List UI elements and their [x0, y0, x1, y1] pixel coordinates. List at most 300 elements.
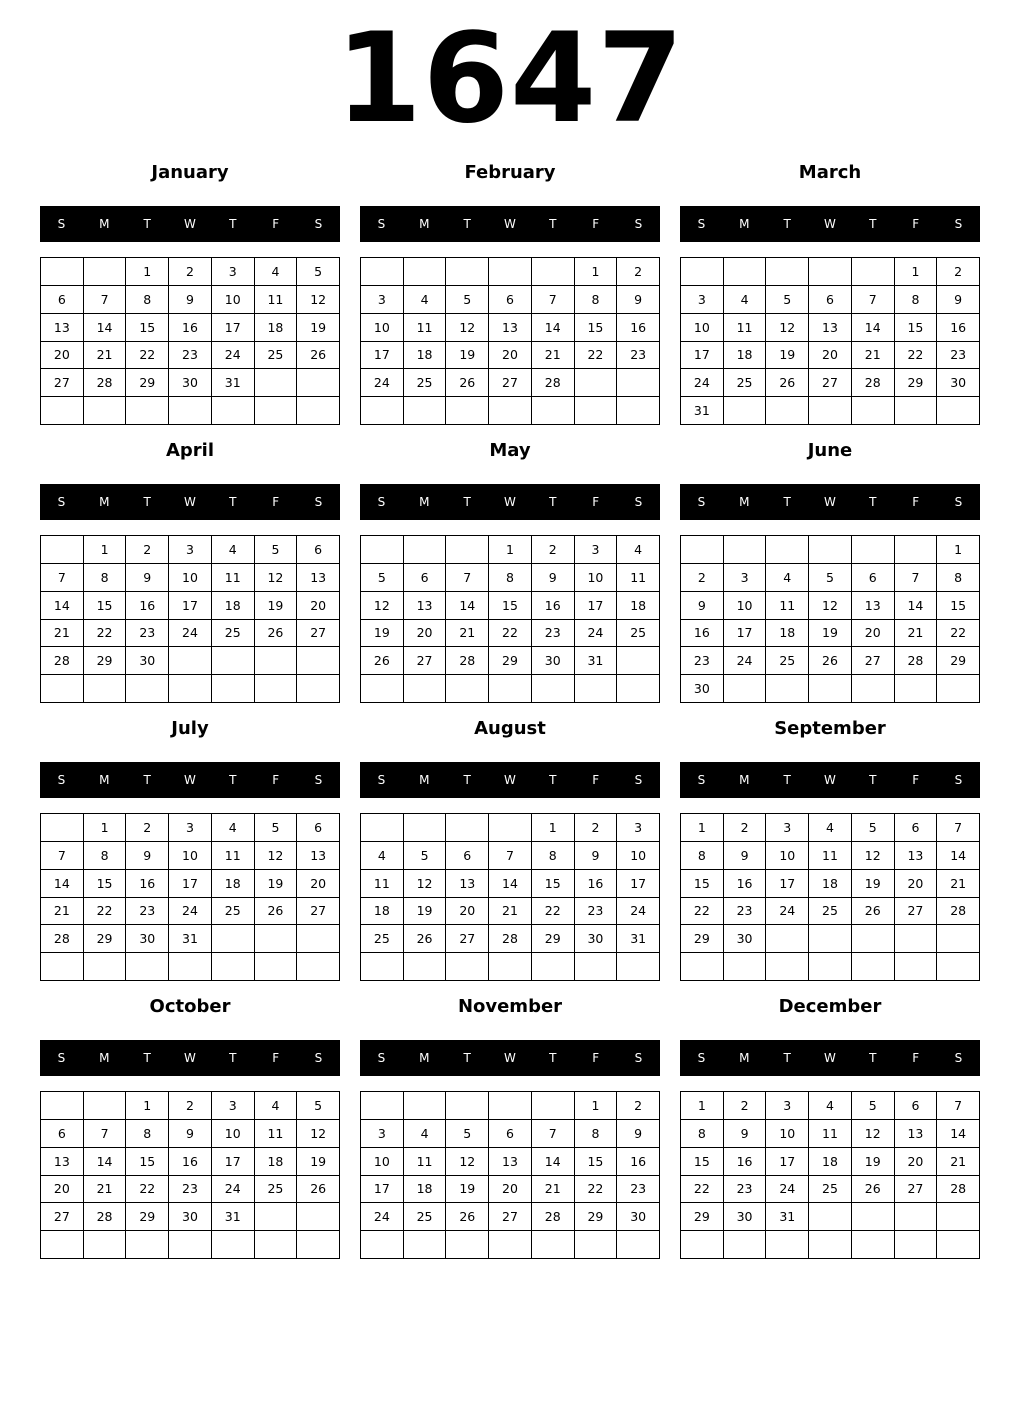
day-cell: 31: [617, 925, 660, 953]
day-cell: 24: [212, 342, 255, 370]
empty-day-cell: [809, 536, 852, 564]
empty-day-cell: [404, 1092, 447, 1120]
day-cell: 27: [446, 925, 489, 953]
day-cell: 18: [212, 592, 255, 620]
day-cell: 1: [575, 1092, 618, 1120]
day-cell: 26: [852, 898, 895, 926]
day-cell: 9: [126, 842, 169, 870]
day-cell: 3: [575, 536, 618, 564]
weekday-label: F: [592, 217, 600, 231]
empty-day-cell: [895, 953, 938, 981]
day-cell: 7: [84, 286, 127, 314]
empty-day-cell: [617, 953, 660, 981]
day-cell: 23: [724, 1176, 767, 1204]
day-cell: 12: [809, 592, 852, 620]
empty-day-cell: [297, 1203, 340, 1231]
empty-day-cell: [297, 675, 340, 703]
day-cell: 16: [575, 870, 618, 898]
day-cell: 18: [212, 870, 255, 898]
empty-day-cell: [937, 925, 980, 953]
day-cell: 13: [809, 314, 852, 342]
empty-day-cell: [575, 1231, 618, 1259]
day-cell: 9: [681, 592, 724, 620]
day-cell: 3: [212, 258, 255, 286]
day-cell: 11: [809, 842, 852, 870]
day-cell: 25: [212, 898, 255, 926]
weekday-label: W: [504, 217, 516, 231]
empty-day-cell: [489, 675, 532, 703]
day-cell: 27: [489, 1203, 532, 1231]
day-cell: 25: [212, 620, 255, 648]
day-cell: 24: [169, 620, 212, 648]
empty-day-cell: [297, 1231, 340, 1259]
weekday-label: W: [824, 1051, 836, 1065]
day-cell: 28: [489, 925, 532, 953]
weekday-label: T: [463, 1051, 471, 1065]
day-cell: 8: [681, 1120, 724, 1148]
day-cell: 13: [852, 592, 895, 620]
day-cell: 10: [617, 842, 660, 870]
empty-day-cell: [361, 953, 404, 981]
day-cell: 6: [404, 564, 447, 592]
day-cell: 7: [532, 286, 575, 314]
day-cell: 18: [255, 1148, 298, 1176]
day-cell: 23: [532, 620, 575, 648]
empty-day-cell: [212, 925, 255, 953]
day-cell: 2: [617, 258, 660, 286]
day-cell: 5: [809, 564, 852, 592]
empty-day-cell: [169, 647, 212, 675]
weekday-label: S: [634, 217, 643, 231]
day-cell: 29: [895, 369, 938, 397]
day-cell: 7: [937, 814, 980, 842]
day-cell: 6: [446, 842, 489, 870]
day-cell: 17: [169, 870, 212, 898]
weekday-label: T: [869, 217, 877, 231]
weekday-label: T: [143, 495, 151, 509]
day-cell: 4: [766, 564, 809, 592]
weekday-label: F: [592, 1051, 600, 1065]
day-cell: 11: [766, 592, 809, 620]
day-cell: 12: [297, 1120, 340, 1148]
weekday-label: S: [954, 1051, 963, 1065]
day-cell: 13: [404, 592, 447, 620]
empty-day-cell: [489, 1231, 532, 1259]
empty-day-cell: [169, 1231, 212, 1259]
day-cell: 20: [404, 620, 447, 648]
day-cell: 28: [937, 1176, 980, 1204]
month-name: February: [464, 162, 556, 183]
day-cell: 5: [446, 286, 489, 314]
day-cell: 5: [446, 1120, 489, 1148]
day-cell: 12: [852, 1120, 895, 1148]
empty-day-cell: [446, 397, 489, 425]
day-cell: 5: [255, 814, 298, 842]
empty-day-cell: [532, 953, 575, 981]
empty-day-cell: [169, 953, 212, 981]
weekday-label: T: [463, 495, 471, 509]
weekday-header: [680, 1040, 980, 1076]
day-cell: 16: [169, 1148, 212, 1176]
empty-day-cell: [617, 1231, 660, 1259]
empty-day-cell: [575, 369, 618, 397]
day-cell: 20: [446, 898, 489, 926]
day-cell: 14: [532, 1148, 575, 1176]
day-cell: 17: [681, 342, 724, 370]
day-cell: 10: [212, 1120, 255, 1148]
day-cell: 25: [255, 342, 298, 370]
day-cell: 20: [489, 342, 532, 370]
empty-day-cell: [809, 1203, 852, 1231]
day-cell: 12: [446, 314, 489, 342]
day-cell: 4: [212, 536, 255, 564]
weekday-label: S: [377, 217, 386, 231]
day-cell: 21: [532, 342, 575, 370]
day-grid: [40, 1091, 340, 1259]
empty-day-cell: [404, 397, 447, 425]
weekday-header: [40, 1040, 340, 1076]
day-cell: 21: [532, 1176, 575, 1204]
empty-day-cell: [852, 953, 895, 981]
day-cell: 8: [895, 286, 938, 314]
day-cell: 22: [575, 1176, 618, 1204]
day-cell: 29: [84, 647, 127, 675]
empty-day-cell: [255, 675, 298, 703]
day-cell: 11: [404, 1148, 447, 1176]
empty-day-cell: [724, 536, 767, 564]
weekday-label: T: [463, 217, 471, 231]
month-name: June: [807, 440, 853, 461]
weekday-label: M: [419, 773, 430, 787]
empty-day-cell: [41, 258, 84, 286]
empty-day-cell: [446, 953, 489, 981]
empty-day-cell: [766, 397, 809, 425]
empty-day-cell: [681, 1231, 724, 1259]
day-cell: 24: [681, 369, 724, 397]
day-cell: 14: [489, 870, 532, 898]
day-cell: 21: [84, 342, 127, 370]
empty-day-cell: [852, 1231, 895, 1259]
day-cell: 23: [169, 1176, 212, 1204]
day-cell: 9: [575, 842, 618, 870]
day-cell: 29: [681, 925, 724, 953]
day-cell: 6: [41, 1120, 84, 1148]
weekday-label: S: [314, 495, 323, 509]
day-cell: 20: [809, 342, 852, 370]
day-cell: 25: [361, 925, 404, 953]
day-cell: 9: [724, 1120, 767, 1148]
day-cell: 26: [297, 342, 340, 370]
day-cell: 26: [446, 1203, 489, 1231]
day-cell: 24: [361, 1203, 404, 1231]
empty-day-cell: [404, 675, 447, 703]
day-cell: 27: [404, 647, 447, 675]
day-cell: 14: [532, 314, 575, 342]
weekday-header: [360, 484, 660, 520]
day-cell: 27: [809, 369, 852, 397]
day-cell: 2: [724, 814, 767, 842]
day-cell: 29: [489, 647, 532, 675]
empty-day-cell: [255, 1231, 298, 1259]
empty-day-cell: [41, 1092, 84, 1120]
weekday-label: S: [314, 1051, 323, 1065]
month-name: January: [151, 162, 229, 183]
empty-day-cell: [489, 1092, 532, 1120]
weekday-label: M: [99, 217, 110, 231]
empty-day-cell: [255, 397, 298, 425]
day-cell: 14: [84, 314, 127, 342]
day-cell: 12: [852, 842, 895, 870]
day-cell: 19: [255, 870, 298, 898]
day-cell: 22: [532, 898, 575, 926]
weekday-label: S: [57, 773, 66, 787]
day-cell: 8: [532, 842, 575, 870]
day-cell: 14: [852, 314, 895, 342]
weekday-label: W: [504, 1051, 516, 1065]
day-cell: 15: [532, 870, 575, 898]
weekday-label: T: [549, 1051, 557, 1065]
day-cell: 15: [895, 314, 938, 342]
empty-day-cell: [255, 925, 298, 953]
weekday-label: T: [783, 1051, 791, 1065]
day-cell: 12: [255, 564, 298, 592]
empty-day-cell: [895, 1203, 938, 1231]
empty-day-cell: [617, 397, 660, 425]
weekday-label: M: [739, 495, 750, 509]
weekday-label: S: [377, 773, 386, 787]
weekday-header: [360, 206, 660, 242]
day-cell: 13: [489, 1148, 532, 1176]
empty-day-cell: [126, 1231, 169, 1259]
day-cell: 19: [852, 870, 895, 898]
weekday-label: M: [419, 1051, 430, 1065]
empty-day-cell: [937, 675, 980, 703]
weekday-label: F: [592, 495, 600, 509]
weekday-header: [40, 484, 340, 520]
empty-day-cell: [297, 925, 340, 953]
day-cell: 31: [575, 647, 618, 675]
day-cell: 18: [809, 870, 852, 898]
empty-day-cell: [809, 925, 852, 953]
day-cell: 7: [489, 842, 532, 870]
day-cell: 16: [681, 620, 724, 648]
day-cell: 27: [895, 898, 938, 926]
day-cell: 5: [255, 536, 298, 564]
day-cell: 26: [404, 925, 447, 953]
empty-day-cell: [532, 675, 575, 703]
day-cell: 3: [681, 286, 724, 314]
day-cell: 17: [361, 342, 404, 370]
day-cell: 13: [297, 564, 340, 592]
day-cell: 12: [446, 1148, 489, 1176]
empty-day-cell: [617, 675, 660, 703]
weekday-label: S: [634, 1051, 643, 1065]
day-cell: 15: [126, 314, 169, 342]
day-cell: 28: [532, 369, 575, 397]
day-cell: 28: [84, 1203, 127, 1231]
day-cell: 26: [766, 369, 809, 397]
day-cell: 2: [126, 536, 169, 564]
empty-day-cell: [84, 1231, 127, 1259]
day-cell: 10: [169, 564, 212, 592]
day-cell: 13: [41, 314, 84, 342]
day-cell: 25: [404, 369, 447, 397]
day-cell: 18: [809, 1148, 852, 1176]
empty-day-cell: [212, 1231, 255, 1259]
day-cell: 14: [937, 1120, 980, 1148]
day-grid: [360, 1091, 660, 1259]
weekday-label: T: [229, 495, 237, 509]
weekday-label: S: [314, 773, 323, 787]
weekday-header: [40, 206, 340, 242]
empty-day-cell: [489, 397, 532, 425]
empty-day-cell: [937, 1203, 980, 1231]
weekday-label: S: [954, 495, 963, 509]
day-cell: 7: [895, 564, 938, 592]
day-cell: 4: [724, 286, 767, 314]
empty-day-cell: [895, 675, 938, 703]
day-cell: 16: [126, 870, 169, 898]
day-cell: 15: [489, 592, 532, 620]
day-cell: 21: [41, 898, 84, 926]
empty-day-cell: [84, 953, 127, 981]
day-cell: 17: [169, 592, 212, 620]
empty-day-cell: [404, 1231, 447, 1259]
day-cell: 15: [84, 592, 127, 620]
day-cell: 8: [126, 286, 169, 314]
day-cell: 23: [937, 342, 980, 370]
empty-day-cell: [84, 675, 127, 703]
day-cell: 15: [937, 592, 980, 620]
day-cell: 16: [617, 314, 660, 342]
empty-day-cell: [361, 258, 404, 286]
empty-day-cell: [532, 1092, 575, 1120]
month-name: April: [165, 440, 215, 461]
day-cell: 26: [361, 647, 404, 675]
day-cell: 7: [937, 1092, 980, 1120]
day-cell: 3: [766, 1092, 809, 1120]
weekday-label: F: [272, 773, 280, 787]
day-cell: 11: [809, 1120, 852, 1148]
empty-day-cell: [766, 258, 809, 286]
weekday-label: T: [783, 217, 791, 231]
day-cell: 30: [724, 1203, 767, 1231]
empty-day-cell: [361, 1231, 404, 1259]
empty-day-cell: [575, 397, 618, 425]
day-cell: 2: [532, 536, 575, 564]
empty-day-cell: [126, 953, 169, 981]
day-cell: 2: [617, 1092, 660, 1120]
day-cell: 20: [489, 1176, 532, 1204]
weekday-label: T: [783, 773, 791, 787]
day-cell: 2: [681, 564, 724, 592]
empty-day-cell: [809, 675, 852, 703]
day-cell: 29: [84, 925, 127, 953]
day-grid: [360, 813, 660, 981]
day-cell: 10: [766, 1120, 809, 1148]
month-name: October: [149, 996, 231, 1017]
day-grid: [360, 257, 660, 425]
day-cell: 8: [937, 564, 980, 592]
day-cell: 8: [84, 564, 127, 592]
day-cell: 31: [681, 397, 724, 425]
day-cell: 10: [361, 314, 404, 342]
weekday-label: S: [57, 217, 66, 231]
day-cell: 24: [724, 647, 767, 675]
empty-day-cell: [766, 953, 809, 981]
empty-day-cell: [724, 1231, 767, 1259]
month-name: September: [774, 718, 886, 739]
day-cell: 4: [212, 814, 255, 842]
empty-day-cell: [489, 953, 532, 981]
day-cell: 20: [852, 620, 895, 648]
empty-day-cell: [41, 536, 84, 564]
day-cell: 9: [617, 286, 660, 314]
empty-day-cell: [404, 536, 447, 564]
empty-day-cell: [724, 675, 767, 703]
day-cell: 23: [724, 898, 767, 926]
empty-day-cell: [84, 258, 127, 286]
empty-day-cell: [681, 953, 724, 981]
day-cell: 29: [126, 369, 169, 397]
day-cell: 1: [681, 1092, 724, 1120]
day-cell: 19: [809, 620, 852, 648]
day-cell: 16: [724, 1148, 767, 1176]
day-cell: 5: [297, 1092, 340, 1120]
weekday-label: T: [869, 773, 877, 787]
empty-day-cell: [84, 1092, 127, 1120]
day-cell: 22: [681, 898, 724, 926]
day-cell: 8: [489, 564, 532, 592]
day-cell: 30: [126, 925, 169, 953]
weekday-label: T: [143, 773, 151, 787]
day-cell: 13: [489, 314, 532, 342]
empty-day-cell: [255, 647, 298, 675]
day-cell: 4: [617, 536, 660, 564]
day-cell: 1: [126, 1092, 169, 1120]
day-cell: 1: [532, 814, 575, 842]
empty-day-cell: [169, 675, 212, 703]
day-cell: 21: [446, 620, 489, 648]
day-cell: 24: [169, 898, 212, 926]
day-cell: 24: [617, 898, 660, 926]
empty-day-cell: [724, 397, 767, 425]
day-cell: 17: [575, 592, 618, 620]
day-cell: 19: [404, 898, 447, 926]
weekday-header: [680, 762, 980, 798]
empty-day-cell: [766, 675, 809, 703]
day-cell: 23: [617, 1176, 660, 1204]
empty-day-cell: [809, 258, 852, 286]
empty-day-cell: [41, 953, 84, 981]
weekday-label: S: [697, 773, 706, 787]
empty-day-cell: [297, 369, 340, 397]
day-cell: 14: [41, 592, 84, 620]
day-cell: 22: [84, 620, 127, 648]
day-cell: 1: [575, 258, 618, 286]
weekday-label: T: [869, 1051, 877, 1065]
day-cell: 23: [169, 342, 212, 370]
day-cell: 14: [895, 592, 938, 620]
day-cell: 4: [809, 814, 852, 842]
day-cell: 2: [126, 814, 169, 842]
day-cell: 12: [297, 286, 340, 314]
day-cell: 22: [895, 342, 938, 370]
weekday-header: [360, 1040, 660, 1076]
day-cell: 12: [361, 592, 404, 620]
day-cell: 21: [852, 342, 895, 370]
day-cell: 13: [297, 842, 340, 870]
